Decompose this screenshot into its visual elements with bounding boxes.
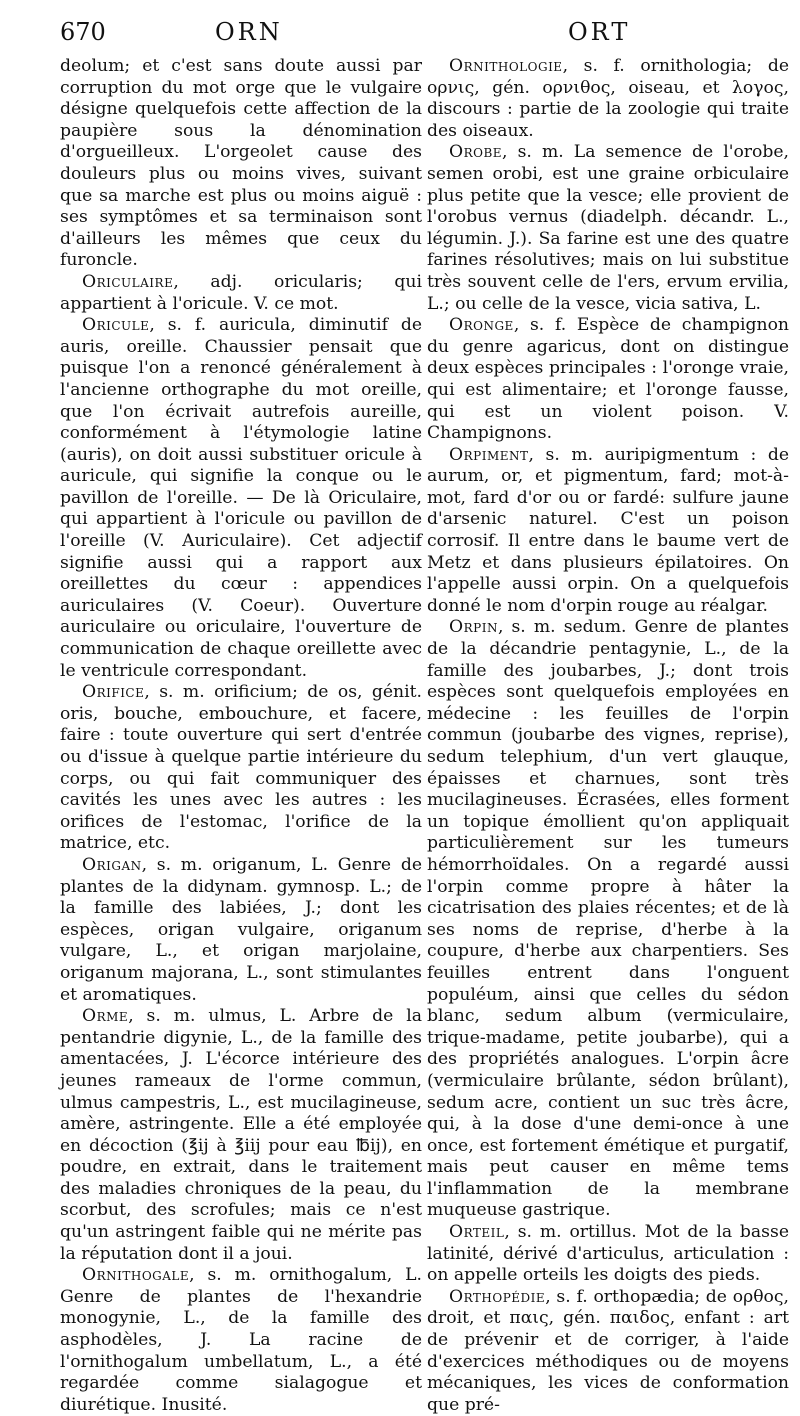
entry-headword: Orpiment [449, 444, 529, 465]
entry-text: , s. m. La semence de l'orobe, semen orobi, est une graine orbiculaire plus petite que la vesce; elle provient de l'orobus vernus (diadelph. décandr. L., légumin. J.). Sa farine est une des quatre farines résolutives; mais on lui substitue très souvent celle de l'ers, ervum ervilia, L.; ou celle de la vesce, vicia sativa, L. [427, 142, 789, 314]
entry-orpin [427, 617, 789, 1222]
right-running-head: ORT [568, 18, 631, 46]
entry-headword: Orthopédie [449, 1286, 546, 1307]
entry-oricule [60, 315, 422, 682]
entry-text: , s. m. orificium; de os, génit. oris, bouche, embouchure, et facere, faire : toute ouverture qui sert d'entrée ou d'issue à quelque partie intérieure du corps, ou qui fait communiquer des cavités les unes avec les autres : les orifices de l'estomac, l'orifice de la matrice, etc. [60, 682, 422, 854]
entry-text: , s. f. auricula, diminutif de auris, oreille. Chaussier pensait que puisque l'on a renoncé généralement à l'ancienne orthographe du mot oreille, que l'on écrivait autrefois aureille, conformément à l'étymologie latine (auris), on doit aussi substituer oricule à auricule, qui signifie la conque ou le pavillon de l'oreille. — De là Oriculaire, qui appartient à l'oricule ou pavillon de l'oreille (V. Auriculaire). Cet adjectif signifie aussi qui a rapport aux oreillettes du cœur : appendices auriculaires (V. Coeur). Ouverture auriculaire ou oriculaire, l'ouverture de communication de chaque oreillette avec le ventricule correspondant. [60, 315, 422, 681]
entry-ornithogale [60, 1265, 422, 1416]
entry-headword: Orteil [449, 1222, 505, 1243]
entry-orteil [427, 1222, 789, 1287]
entry-text: , s. f. Espèce de champignon du genre agaricus, dont on distingue deux espèces principales : l'oronge vraie, qui est alimentaire; et l'oronge fausse, qui est un violent poison. V. Champignons. [427, 315, 789, 444]
entry-headword: Origan [82, 854, 142, 875]
entry-text: , s. m. ornithogalum, L. Genre de plantes de l'hexandrie monogynie, L., de la famille des asphodèles, J. La racine de l'ornithogalum umbellatum, L., a été regardée comme sialagogue et diurétique. Inusité. [60, 1265, 422, 1415]
entry-oriculaire [60, 272, 422, 315]
entry-text: , s. m. ortillus. Mot de la basse latinité, dérivé d'articulus, articulation : on appelle orteils les doigts des pieds. [427, 1222, 789, 1286]
entry-text: , s. m. sedum. Genre de plantes de la décandrie pentagynie, L., de la famille des joubarbes, J.; dont trois espèces sont quelquefois employées en médecine : les feuilles de l'orpin commun (joubarbe des vignes, reprise), sedum telephium, d'un vert glauque, épaisses et charnues, sont très mucilagineuses. Écrasées, elles forment un topique émollient qu'on appliquait particulièrement sur les tumeurs hémorrhoïdales. On a regardé aussi l'orpin comme propre à hâter la cicatrisation des plaies récentes; et de là ses noms de reprise, d'herbe à la coupure, d'herbe aux charpentiers. Ses feuilles entrent dans l'onguent populéum, ainsi que celles du sédon blanc, sedum album (vermiculaire, trique-madame, petite joubarbe), qui a des propriétés analogues. L'orpin âcre (vermiculaire brûlante, sédon brûlant), sedum acre, contient un suc très âcre, qui, à la dose d'une demi-once à une once, est fortement émétique et purgatif, mais peut causer en même tems l'inflammation de la membrane muqueuse gastrique. [427, 617, 789, 1221]
entry-orpiment [427, 445, 789, 618]
left-column [60, 56, 422, 1416]
entry-origan [60, 855, 422, 1006]
entry-headword: Orme [82, 1006, 129, 1027]
entry-headword: Orpin [449, 617, 498, 638]
entry-text: , s. f. orthopædia; de ορθος, droit, et παις, gén. παιδος, enfant : art de prévenir et de corriger, à l'aide d'exercices méthodiques ou de moyens mécaniques, les vices de conformation que pré- [427, 1286, 789, 1415]
entry-headword: Orobe [449, 142, 503, 163]
right-column [427, 56, 789, 1416]
entry-headword: Oronge [449, 315, 514, 336]
entry-headword: Ornithogale [82, 1265, 190, 1286]
entry-orme [60, 1006, 422, 1265]
entry-orobe [427, 142, 789, 315]
entry-text: , s. m. origanum, L. Genre de plantes de la didynam. gymnosp. L.; de la famille des labiées, J.; dont les espèces, origan vulgaire, origanum vulgare, L., et origan marjolaine, origanum majorana, L., sont stimulantes et aromatiques. [60, 854, 422, 1005]
entry-headword: Oricule [82, 315, 150, 336]
entry-oronge [427, 315, 789, 445]
entry-ornithologie [427, 56, 789, 142]
entry-headword: Orifice [82, 682, 145, 703]
left-running-head: ORN [215, 18, 283, 46]
continued-paragraph [60, 56, 422, 272]
entry-text: , s. f. ornithologia; de ορνις, gén. ορνιθος, oiseau, et λογος, discours : partie de la zoologie qui traite des oiseaux. [427, 56, 789, 141]
entry-text: , adj. oricularis; qui appartient à l'oricule. V. ce mot. [60, 271, 422, 314]
entry-text: deolum; et c'est sans doute aussi par corruption du mot orge que le vulgaire désigne quelquefois cette affection de la paupière sous la dénomination d'orgueilleux. L'orgeolet cause des douleurs plus ou moins vives, suivant que sa marche est plus ou moins aiguë : ses symptômes et sa terminaison sont d'ailleurs les mêmes que ceux du furoncle. [60, 56, 422, 271]
entry-text: , s. m. auripigmentum : de aurum, or, et pigmentum, fard; mot-à-mot, fard d'or ou or fardé: sulfure jaune d'arsenic naturel. C'est un poison corrosif. Il entre dans le baume vert de Metz et dans plusieurs épilatoires. On l'appelle aussi orpin. On a quelquefois donné le nom d'orpin rouge au réalgar. [427, 444, 789, 616]
entry-headword: Oriculaire [82, 271, 174, 292]
running-header [0, 0, 800, 52]
entry-headword: Ornithologie [449, 56, 563, 76]
entry-text: , s. m. ulmus, L. Arbre de la pentandrie digynie, L., de la famille des amentacées, J. L'écorce intérieure des jeunes rameaux de l'orme commun, ulmus campestris, L., est mucilagineuse, amère, astringente. Elle a été employée en décoction (℥ij à ℥iij pour eau ℔ij), en poudre, en extrait, dans le traitement des maladies chroniques de la peau, du scorbut, des scrofules; mais ce n'est qu'un astringent faible qui ne mérite pas la réputation dont il a joui. [60, 1006, 422, 1264]
entry-orthopedie [427, 1287, 789, 1416]
entry-orifice [60, 682, 422, 855]
page-number: 670 [60, 18, 106, 46]
